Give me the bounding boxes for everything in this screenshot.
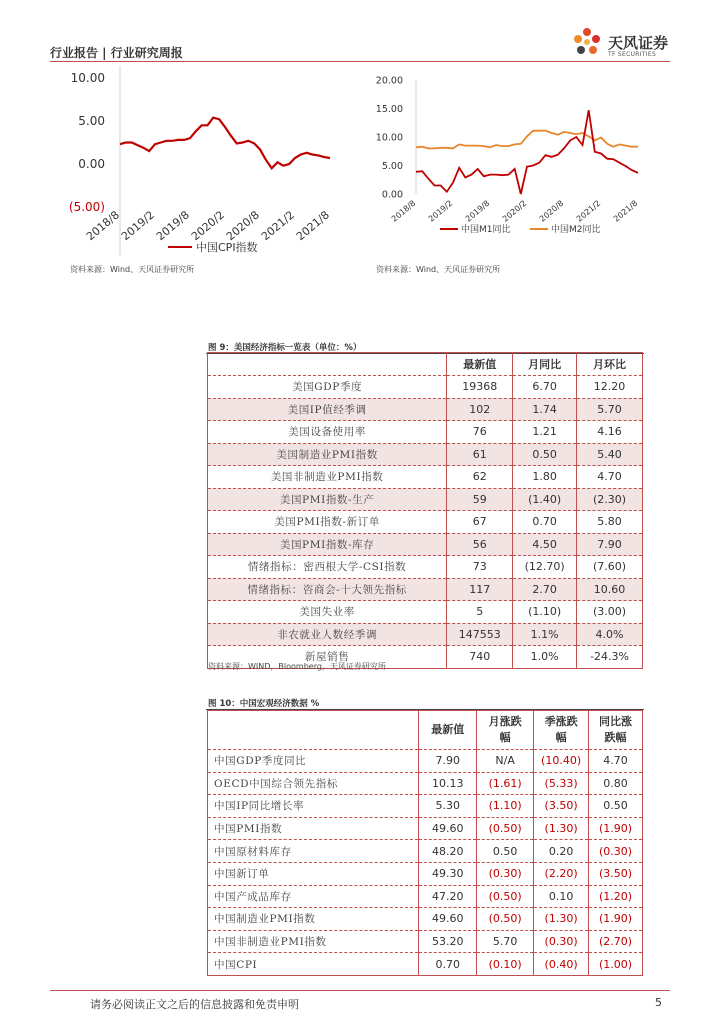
x-tick-label: 2021/2 (258, 208, 297, 244)
row-value: 53.20 (419, 930, 477, 953)
row-value: (5.33) (534, 772, 589, 795)
us-indicators-table (207, 352, 643, 669)
row-value: (1.30) (534, 908, 589, 931)
row-value: 1.80 (513, 466, 577, 489)
logo-flower-icon (570, 25, 604, 59)
cpi-chart (50, 66, 360, 264)
y-tick-label: 5.00 (381, 160, 403, 172)
t1-header-3: 月环比 (577, 353, 643, 376)
chart1-source: 资料来源：Wind、天风证券研究所 (70, 265, 195, 274)
row-value: (1.10) (477, 795, 534, 818)
row-value: 59 (447, 488, 513, 511)
table-row (208, 398, 643, 421)
logo-name: 天风证券 (608, 34, 669, 52)
row-value: 49.30 (419, 862, 477, 885)
row-value: -24.3% (577, 646, 643, 669)
row-value: 0.10 (534, 885, 589, 908)
table-row (208, 623, 643, 646)
row-value: 10.13 (419, 772, 477, 795)
table-row (208, 466, 643, 489)
row-value: 5.30 (419, 795, 477, 818)
row-value: 5 (447, 601, 513, 624)
row-value: 0.70 (419, 953, 477, 976)
money-supply-chart (370, 66, 670, 246)
table-row (208, 376, 643, 399)
row-label: 情绪指标：咨商会-十大领先指标 (208, 578, 447, 601)
row-value: (1.40) (513, 488, 577, 511)
row-value: 67 (447, 511, 513, 534)
m2-series-line (416, 131, 638, 149)
table-row (208, 908, 643, 931)
report-header: 行业报告 | 行业研究周报 (50, 46, 183, 60)
row-label: 中国制造业PMI指数 (208, 908, 419, 931)
row-label: 美国非制造业PMI指数 (208, 466, 447, 489)
row-label: OECD中国综合领先指标 (208, 772, 419, 795)
row-value: 117 (447, 578, 513, 601)
row-label: 美国制造业PMI指数 (208, 443, 447, 466)
row-value: (3.50) (589, 862, 643, 885)
table-row (208, 511, 643, 534)
row-value: 62 (447, 466, 513, 489)
row-value: 47.20 (419, 885, 477, 908)
x-tick-label: 2021/8 (611, 198, 640, 224)
row-value: 0.50 (513, 443, 577, 466)
cpi-legend-label: 中国CPI指数 (196, 241, 258, 254)
company-logo (570, 25, 680, 65)
t2-header-4: 同比涨 跌幅 (589, 711, 643, 750)
row-value: (1.00) (589, 953, 643, 976)
row-value: (0.50) (477, 817, 534, 840)
china-macro-table (207, 710, 643, 976)
y-tick-label: 20.00 (375, 75, 403, 87)
row-value: 0.70 (513, 511, 577, 534)
row-value: 5.40 (577, 443, 643, 466)
row-value: 1.21 (513, 421, 577, 444)
row-label: 新屋销售 (208, 646, 447, 669)
row-value: (2.20) (534, 862, 589, 885)
x-tick-label: 2019/2 (118, 208, 157, 244)
row-value: (3.00) (577, 601, 643, 624)
row-value: 740 (447, 646, 513, 669)
row-value: 0.50 (477, 840, 534, 863)
t2-header-0 (208, 711, 419, 750)
y-tick-label: 10.00 (375, 132, 403, 144)
row-label: 中国IP同比增长率 (208, 795, 419, 818)
table-row (208, 601, 643, 624)
row-value: 48.20 (419, 840, 477, 863)
y-tick-label: (5.00) (68, 200, 105, 215)
row-label: 中国新订单 (208, 862, 419, 885)
row-value: 76 (447, 421, 513, 444)
t1-header-0 (208, 353, 447, 376)
y-tick-label: 5.00 (78, 114, 105, 129)
x-tick-label: 2019/8 (153, 208, 192, 244)
table-row (208, 578, 643, 601)
t2-header-2: 月涨跌 幅 (477, 711, 534, 750)
row-value: (1.90) (589, 817, 643, 840)
row-value: 147553 (447, 623, 513, 646)
x-tick-label: 2021/2 (574, 198, 603, 224)
table2-title: 图 10：中国宏观经济数据 % (208, 699, 320, 709)
row-value: (3.50) (534, 795, 589, 818)
x-tick-label: 2019/2 (426, 198, 455, 224)
table-row (208, 862, 643, 885)
x-tick-label: 2020/8 (223, 208, 262, 244)
row-value: (0.10) (477, 953, 534, 976)
row-value: (1.10) (513, 601, 577, 624)
t1-header-2: 月同比 (513, 353, 577, 376)
row-value: (2.30) (577, 488, 643, 511)
row-value: 4.70 (577, 466, 643, 489)
table-row (208, 953, 643, 976)
row-value: (1.30) (534, 817, 589, 840)
row-label: 美国PMI指数-库存 (208, 533, 447, 556)
row-value: 1.0% (513, 646, 577, 669)
row-value: 4.70 (589, 750, 643, 773)
t2-header-3: 季涨跌 幅 (534, 711, 589, 750)
footer-disclaimer: 请务必阅读正文之后的信息披露和免责申明 (90, 998, 299, 1011)
row-label: 情绪指标：密西根大学-CSI指数 (208, 556, 447, 579)
row-label: 美国PMI指数-新订单 (208, 511, 447, 534)
row-value: (0.30) (589, 840, 643, 863)
row-value: (0.30) (477, 862, 534, 885)
table-row (208, 885, 643, 908)
table-row (208, 795, 643, 818)
footer-rule (50, 990, 670, 991)
row-label: 美国PMI指数-生产 (208, 488, 447, 511)
row-value: 4.50 (513, 533, 577, 556)
m1-series-line (416, 110, 638, 194)
row-label: 中国CPI (208, 953, 419, 976)
m2-legend-label: 中国M2同比 (551, 225, 601, 235)
table-row (208, 750, 643, 773)
row-value: (10.40) (534, 750, 589, 773)
row-value: (1.61) (477, 772, 534, 795)
table-row (208, 443, 643, 466)
t2-header-1: 最新值 (419, 711, 477, 750)
row-value: 1.1% (513, 623, 577, 646)
row-value: 12.20 (577, 376, 643, 399)
row-value: 0.50 (589, 795, 643, 818)
table-row (208, 772, 643, 795)
y-tick-label: 15.00 (375, 103, 403, 115)
row-value: (0.50) (477, 908, 534, 931)
row-value: 5.70 (477, 930, 534, 953)
x-tick-label: 2018/8 (83, 208, 122, 244)
row-value: 10.60 (577, 578, 643, 601)
y-tick-label: 10.00 (70, 71, 105, 86)
x-tick-label: 2021/8 (293, 208, 332, 244)
row-value: 49.60 (419, 908, 477, 931)
x-tick-label: 2019/8 (463, 198, 492, 224)
row-value: 5.70 (577, 398, 643, 421)
row-value: 56 (447, 533, 513, 556)
row-label: 非农就业人数经季调 (208, 623, 447, 646)
row-value: 2.70 (513, 578, 577, 601)
row-value: 49.60 (419, 817, 477, 840)
table1-source: 资料来源：WIND，Bloomberg，天风证券研究所 (208, 662, 386, 671)
logo-sub: TF SECURITIES (608, 51, 657, 58)
row-label: 中国PMI指数 (208, 817, 419, 840)
row-value: N/A (477, 750, 534, 773)
page-number: 5 (655, 996, 662, 1009)
row-value: (1.90) (589, 908, 643, 931)
table1-title: 图 9：美国经济指标一览表（单位：%） (208, 343, 362, 353)
m1-legend-label: 中国M1同比 (461, 225, 511, 235)
row-label: 中国产成品库存 (208, 885, 419, 908)
row-value: (7.60) (577, 556, 643, 579)
row-value: 0.20 (534, 840, 589, 863)
cpi-series-line (120, 118, 330, 169)
row-value: 4.0% (577, 623, 643, 646)
table-row (208, 488, 643, 511)
row-value: (12.70) (513, 556, 577, 579)
row-label: 美国GDP季度 (208, 376, 447, 399)
row-value: 6.70 (513, 376, 577, 399)
row-label: 中国原材料库存 (208, 840, 419, 863)
y-tick-label: 0.00 (78, 157, 105, 172)
row-value: 73 (447, 556, 513, 579)
row-label: 美国IP值经季调 (208, 398, 447, 421)
t1-header-1: 最新值 (447, 353, 513, 376)
row-value: (0.40) (534, 953, 589, 976)
chart2-source: 资料来源：Wind、天风证券研究所 (376, 265, 501, 274)
row-value: 5.80 (577, 511, 643, 534)
x-tick-label: 2018/8 (389, 198, 418, 224)
row-label: 中国非制造业PMI指数 (208, 930, 419, 953)
row-label: 美国设备使用率 (208, 421, 447, 444)
row-label: 中国GDP季度同比 (208, 750, 419, 773)
x-tick-label: 2020/2 (188, 208, 227, 244)
row-label: 美国失业率 (208, 601, 447, 624)
row-value: (2.70) (589, 930, 643, 953)
row-value: 19368 (447, 376, 513, 399)
row-value: (0.50) (477, 885, 534, 908)
row-value: 7.90 (577, 533, 643, 556)
table-row (208, 533, 643, 556)
row-value: 1.74 (513, 398, 577, 421)
table-row (208, 556, 643, 579)
row-value: 0.80 (589, 772, 643, 795)
row-value: 102 (447, 398, 513, 421)
x-tick-label: 2020/2 (500, 198, 529, 224)
row-value: 4.16 (577, 421, 643, 444)
row-value: 61 (447, 443, 513, 466)
row-value: (0.30) (534, 930, 589, 953)
y-tick-label: 0.00 (381, 189, 403, 201)
x-tick-label: 2020/8 (537, 198, 566, 224)
table-row (208, 421, 643, 444)
table-row (208, 817, 643, 840)
table-row (208, 840, 643, 863)
table-row (208, 930, 643, 953)
row-value: (1.20) (589, 885, 643, 908)
row-value: 7.90 (419, 750, 477, 773)
